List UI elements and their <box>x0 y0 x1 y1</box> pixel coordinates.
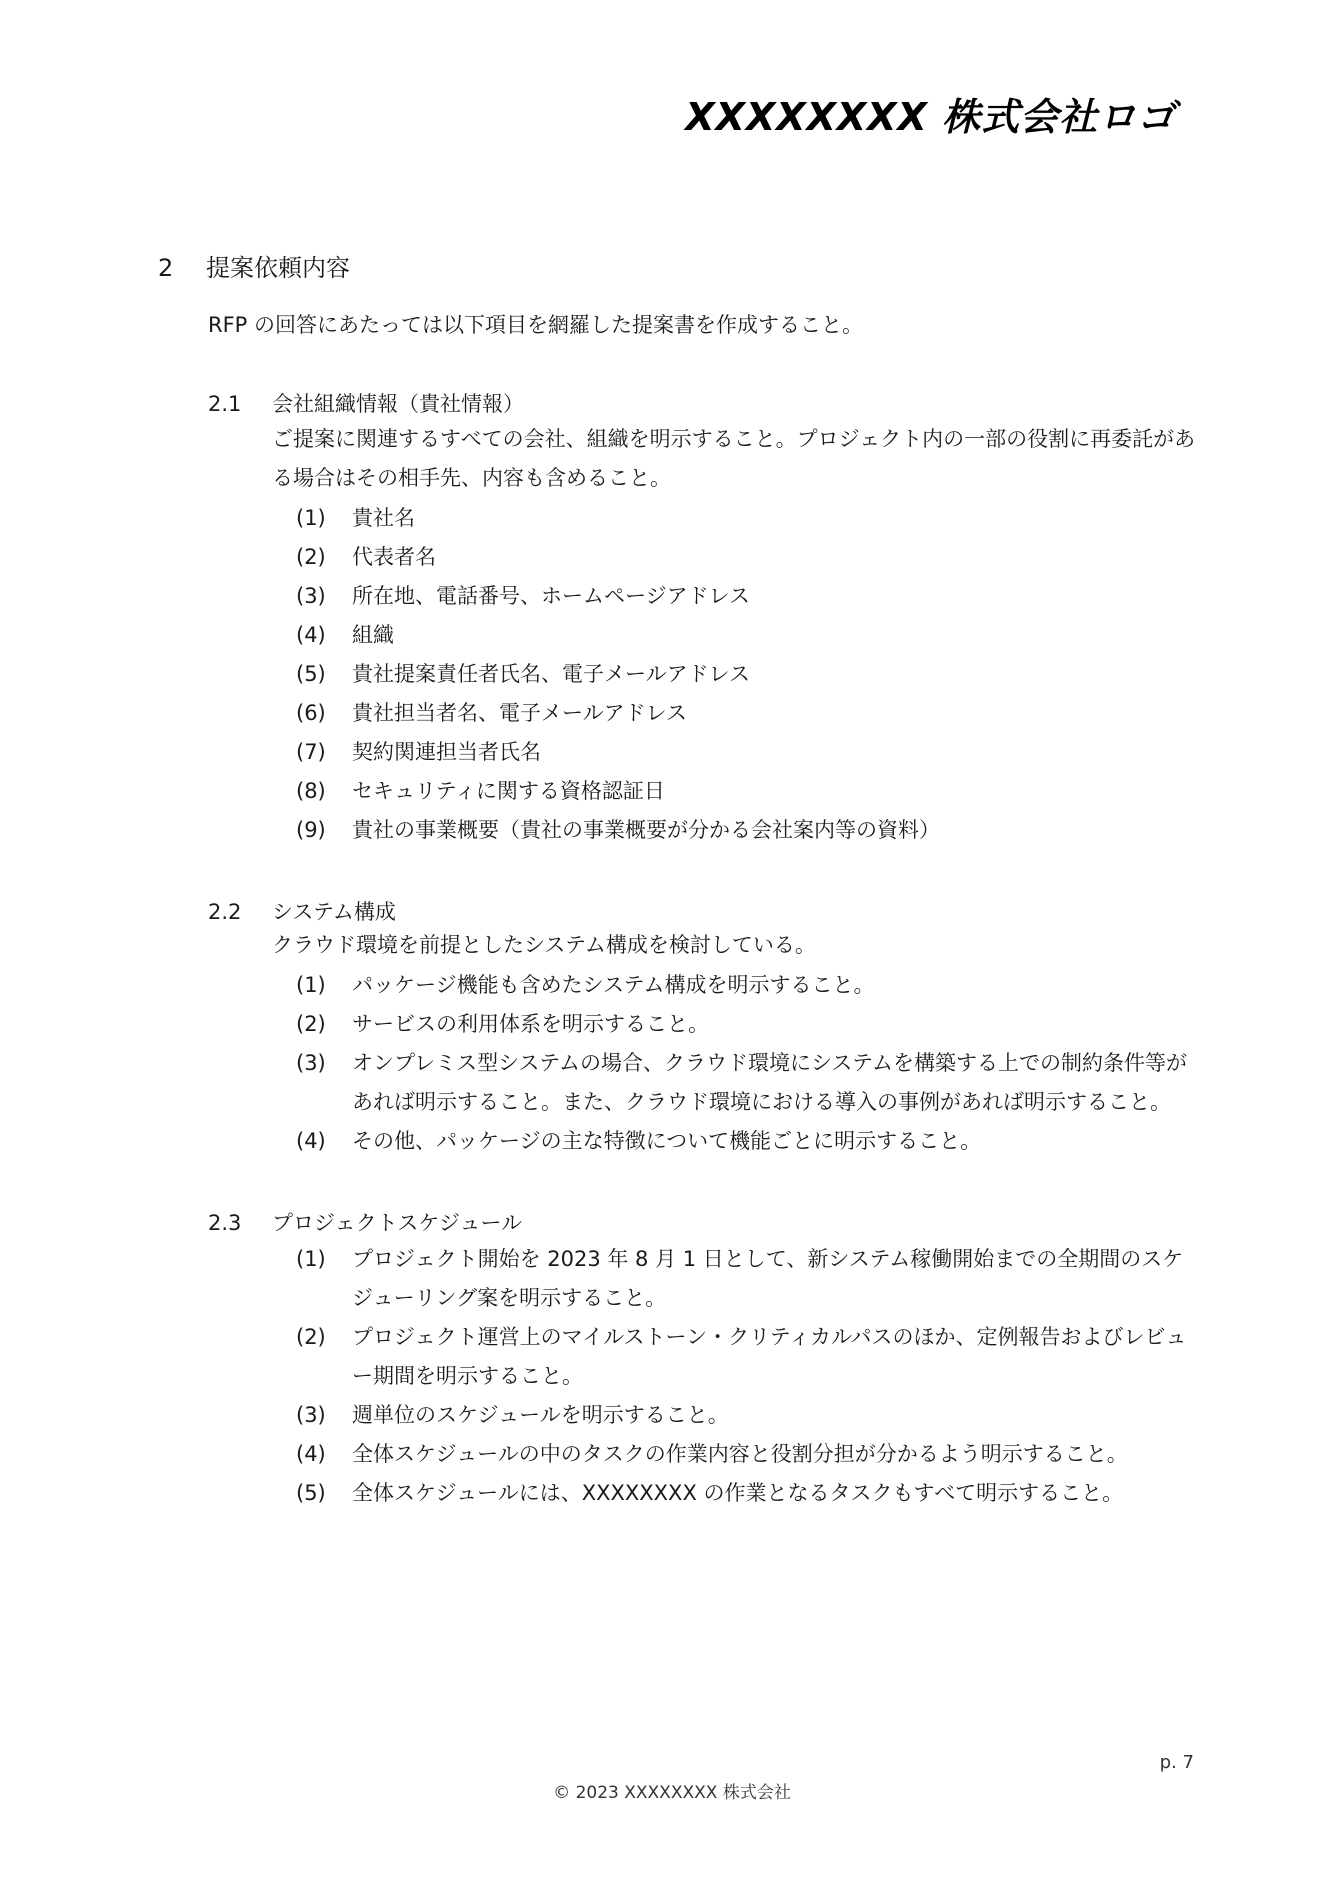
list-item <box>296 616 1196 655</box>
list-marker: (4) <box>296 623 326 647</box>
list-item <box>296 1435 1196 1474</box>
list-item-text: パッケージ機能も含めたシステム構成を明示すること。 <box>352 973 875 997</box>
item-list-2-2 <box>296 966 1196 1161</box>
list-item <box>296 1122 1196 1161</box>
subsection-number: 2.3 <box>208 1211 242 1235</box>
list-marker: (3) <box>296 584 326 608</box>
list-item <box>296 577 1196 616</box>
list-item <box>296 733 1196 772</box>
subsection-heading-2-1 <box>208 388 524 418</box>
list-marker: (2) <box>296 1325 326 1349</box>
subsection-number: 2.2 <box>208 900 242 924</box>
company-logo: XXXXXXXX 株式会社ロゴ <box>685 95 1176 139</box>
list-item-text: オンプレミス型システムの場合、クラウド環境にシステムを構築する上での制約条件等があれば明示すること。また、クラウド環境における導入の事例があれば明示すること。 <box>352 1051 1187 1114</box>
subsection-number: 2.1 <box>208 392 242 416</box>
subsection-title: 会社組織情報（貴社情報） <box>272 392 524 416</box>
list-item <box>296 811 1196 850</box>
section-title: 提案依頼内容 <box>206 254 350 282</box>
subsection-paragraph: ご提案に関連するすべての会社、組織を明示すること。プロジェクト内の一部の役割に再委託がある場合はその相手先、内容も含めること。 <box>272 427 1196 490</box>
list-item-text: その他、パッケージの主な特徴について機能ごとに明示すること。 <box>352 1129 982 1153</box>
list-item-text: 貴社提案責任者氏名、電子メールアドレス <box>352 662 750 686</box>
section-number: 2 <box>158 254 174 282</box>
list-item-text: 組織 <box>352 623 394 647</box>
list-item-text: プロジェクト開始を 2023 年 8 月 1 日として、新システム稼働開始までの全期間のスケジューリング案を明示すること。 <box>352 1247 1184 1310</box>
list-marker: (9) <box>296 818 326 842</box>
list-marker: (1) <box>296 506 326 530</box>
list-marker: (5) <box>296 1481 326 1505</box>
list-item-text: 所在地、電話番号、ホームページアドレス <box>352 584 750 608</box>
item-list-2-1 <box>296 499 1196 850</box>
section-heading <box>158 248 350 283</box>
list-item <box>296 694 1196 733</box>
subsection-heading-2-3 <box>208 1207 522 1237</box>
list-item <box>296 1240 1196 1318</box>
list-marker: (4) <box>296 1129 326 1153</box>
list-item-text: プロジェクト運営上のマイルストーン・クリティカルパスのほか、定例報告およびレビュー期間を明示すること。 <box>352 1325 1187 1388</box>
list-item-text: 契約関連担当者氏名 <box>352 740 541 764</box>
list-item <box>296 1474 1196 1513</box>
section-lead: RFP の回答にあたっては以下項目を網羅した提案書を作成すること。 <box>208 313 864 337</box>
list-item-text: 貴社の事業概要（貴社の事業概要が分かる会社案内等の資料） <box>352 818 940 842</box>
list-item <box>296 1318 1196 1396</box>
list-marker: (1) <box>296 1247 326 1271</box>
list-item-text: 週単位のスケジュールを明示すること。 <box>352 1403 729 1427</box>
list-item <box>296 966 1196 1005</box>
list-item <box>296 538 1196 577</box>
list-item-text: 全体スケジュールには、XXXXXXXX の作業となるタスクもすべて明示すること。 <box>352 1481 1124 1505</box>
list-item <box>296 655 1196 694</box>
list-item <box>296 1396 1196 1435</box>
list-item <box>296 1005 1196 1044</box>
page-number: p. 7 <box>1159 1752 1194 1773</box>
list-item-text: セキュリティに関する資格認証日 <box>352 779 665 803</box>
list-item <box>296 1044 1196 1122</box>
subsection-paragraph: クラウド環境を前提としたシステム構成を検討している。 <box>272 933 816 957</box>
list-marker: (7) <box>296 740 326 764</box>
item-list-2-3 <box>296 1240 1196 1513</box>
subsection-title: プロジェクトスケジュール <box>272 1211 523 1235</box>
list-item <box>296 499 1196 538</box>
list-item-text: 貴社担当者名、電子メールアドレス <box>352 701 687 725</box>
list-marker: (6) <box>296 701 326 725</box>
subsection-title: システム構成 <box>272 900 396 924</box>
list-item-text: 代表者名 <box>352 545 436 569</box>
copyright-footer: © 2023 XXXXXXXX 株式会社 <box>553 1783 791 1803</box>
list-marker: (2) <box>296 545 326 569</box>
list-item <box>296 772 1196 811</box>
list-marker: (3) <box>296 1403 326 1427</box>
list-item-text: 全体スケジュールの中のタスクの作業内容と役割分担が分かるよう明示すること。 <box>352 1442 1128 1466</box>
list-marker: (8) <box>296 779 326 803</box>
list-marker: (2) <box>296 1012 326 1036</box>
list-marker: (1) <box>296 973 326 997</box>
subsection-heading-2-2 <box>208 896 396 926</box>
list-marker: (5) <box>296 662 326 686</box>
list-marker: (4) <box>296 1442 326 1466</box>
list-item-text: 貴社名 <box>352 506 415 530</box>
list-item-text: サービスの利用体系を明示すること。 <box>352 1012 709 1036</box>
list-marker: (3) <box>296 1051 326 1075</box>
